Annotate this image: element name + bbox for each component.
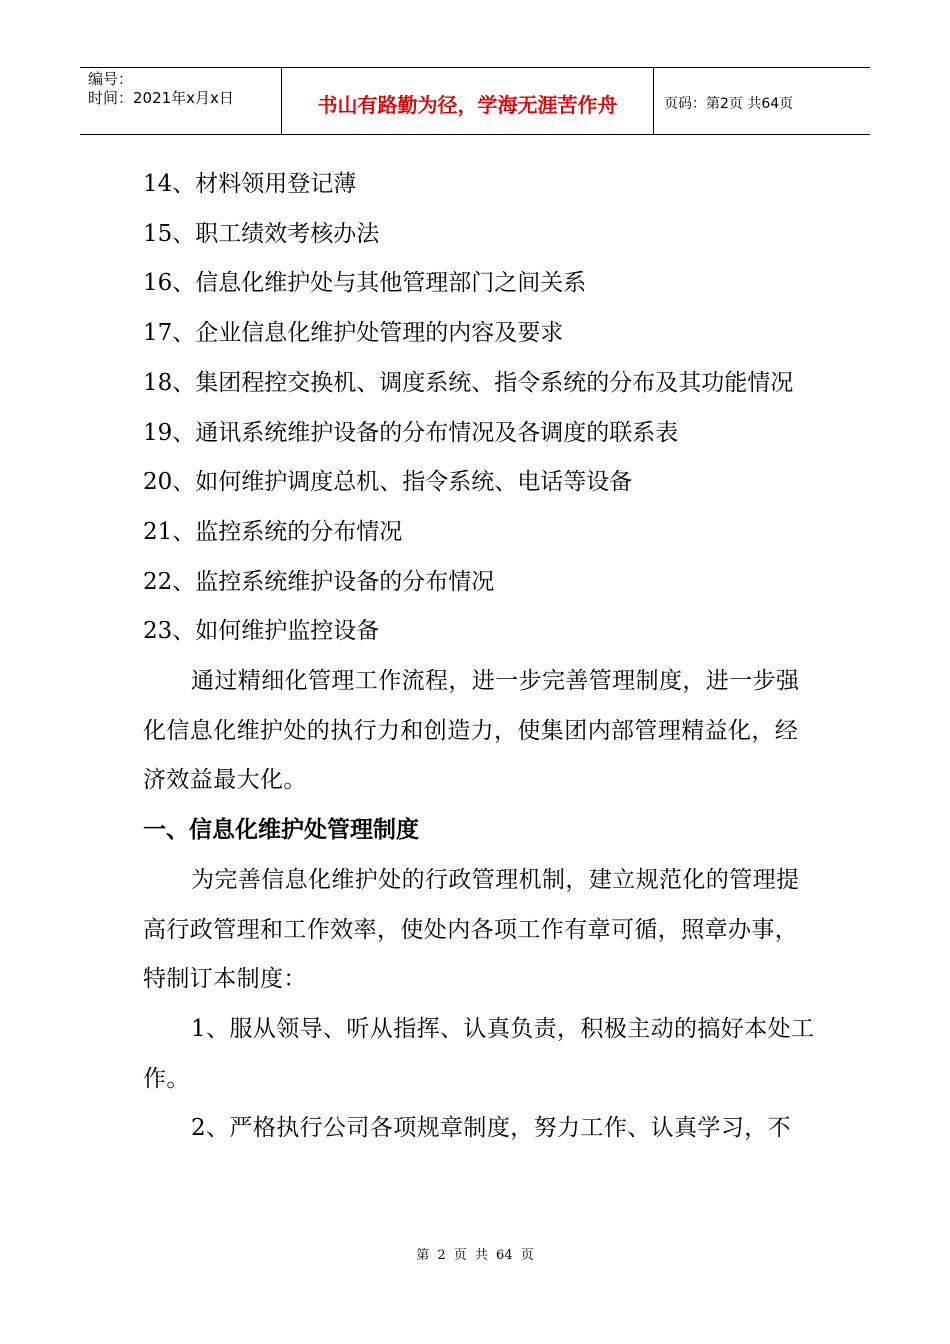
page-footer: 第 2 页 共 64 页 [416, 1248, 534, 1263]
rule-paragraph-1: 1、服从领导、听从指挥、认真负责，积极主动的搞好本处工作。 [143, 1015, 815, 1092]
rule-paragraph-2: 2、严格执行公司各项规章制度，努力工作、认真学习，不 [191, 1115, 792, 1142]
header-motto: 书山有路勤为径，学海无涯苦作舟 [282, 68, 654, 134]
summary-paragraph: 通过精细化管理工作流程，进一步完善管理制度，进一步强化信息化维护处的执行力和创造力，使集团内部管理精益化，经济效益最大化。 [143, 668, 800, 794]
list-item: 19、通讯系统维护设备的分布情况及各调度的联系表 [143, 419, 679, 446]
document-time-label: 时间：2021年x月x日 [88, 89, 234, 107]
list-item: 16、信息化维护处与其他管理部门之间关系 [143, 270, 587, 297]
section-heading: 一、信息化维护处管理制度 [143, 817, 419, 844]
document-number-label: 编号： [88, 70, 134, 88]
list-item: 23、如何维护监控设备 [143, 618, 380, 645]
list-item: 20、如何维护调度总机、指令系统、电话等设备 [143, 469, 633, 496]
document-header [80, 67, 870, 135]
intro-paragraph: 为完善信息化维护处的行政管理机制，建立规范化的管理提高行政管理和工作效率，使处内各项工作有章可循，照章办事，特制订本制度： [143, 866, 800, 993]
header-page-info: 页码：第2页 共64页 [664, 96, 794, 112]
list-item: 15、职工绩效考核办法 [143, 220, 380, 247]
header-meta-cell [80, 68, 282, 134]
list-item: 17、企业信息化维护处管理的内容及要求 [143, 320, 564, 347]
document-body [143, 160, 823, 1154]
list-item: 22、监控系统维护设备的分布情况 [143, 568, 495, 595]
list-item: 21、监控系统的分布情况 [143, 518, 403, 545]
list-item: 14、材料领用登记薄 [143, 171, 357, 197]
list-item: 18、集团程控交换机、调度系统、指令系统的分布及其功能情况 [143, 369, 794, 396]
